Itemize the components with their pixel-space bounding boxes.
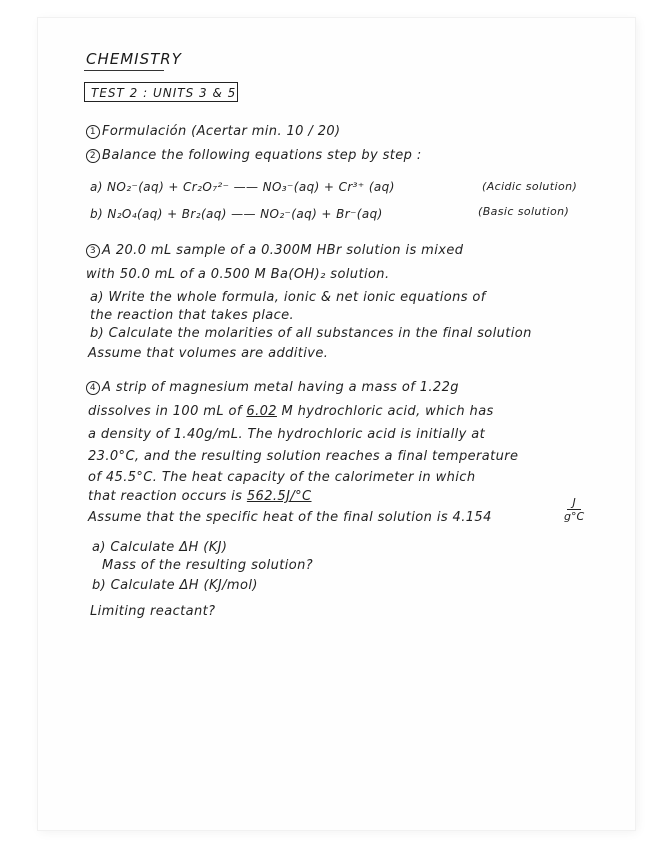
question-4b: b) Calculate ΔH (KJ/mol) xyxy=(92,578,258,593)
question-4-line-3: a density of 1.40g/mL. The hydrochloric acid is initially at xyxy=(88,427,486,442)
question-3-line-2: with 50.0 mL of a 0.500 M Ba(OH)₂ solution. xyxy=(86,267,390,282)
question-number-4: 4 xyxy=(86,381,100,395)
question-4-line-6 xyxy=(88,489,312,504)
question-1 xyxy=(86,124,341,139)
question-3-text: A 20.0 mL sample of a 0.300M HBr solution is mixed xyxy=(102,243,464,258)
title-underline xyxy=(84,70,164,71)
equation-b: b) N₂O₄(aq) + Br₂(aq) —— NO₂⁻(aq) + Br⁻(aq) xyxy=(90,207,383,221)
question-2-text: Balance the following equations step by step : xyxy=(102,148,422,163)
question-3-line-1 xyxy=(86,243,463,258)
question-4-line-2-start: dissolves in 100 mL of xyxy=(88,404,247,419)
question-4-line-7: Assume that the specific heat of the final solution is 4.154 xyxy=(88,510,492,525)
question-4-line-2-end: M hydrochloric acid, which has xyxy=(276,404,494,419)
question-1-text: Formulación (Acertar min. 10 / 20) xyxy=(102,124,341,139)
question-3-line-6: Assume that volumes are additive. xyxy=(88,346,329,361)
equation-a: a) NO₂⁻(aq) + Cr₂O₇²⁻ —— NO₃⁻(aq) + Cr³⁺ (aq) xyxy=(90,180,395,194)
question-4c: Limiting reactant? xyxy=(90,604,216,619)
equation-a-note: (Acidic solution) xyxy=(482,180,578,193)
question-4-text: A strip of magnesium metal having a mass of 1.22g xyxy=(102,380,459,395)
question-4-line-2 xyxy=(88,404,494,419)
question-4-line-6-start: that reaction occurs is xyxy=(88,489,247,504)
question-3-line-4: the reaction that takes place. xyxy=(90,308,295,323)
question-4-line-5: of 45.5°C. The heat capacity of the calorimeter in which xyxy=(88,470,476,485)
specific-heat-unit xyxy=(564,497,584,522)
question-4-line-1 xyxy=(86,380,459,395)
question-number-1: 1 xyxy=(86,125,100,139)
acid-molarity-value: 6.02 xyxy=(246,404,277,419)
unit-numerator: J xyxy=(572,496,576,509)
question-4-line-4: 23.0°C, and the resulting solution reaches a final temperature xyxy=(88,449,519,464)
question-4a-sub: Mass of the resulting solution? xyxy=(102,558,314,573)
unit-denominator: g°C xyxy=(564,510,585,523)
question-2 xyxy=(86,148,422,163)
question-3-line-3: a) Write the whole formula, ionic & net ionic equations of xyxy=(90,290,486,305)
question-3-line-5: b) Calculate the molarities of all substances in the final solution xyxy=(90,326,532,341)
question-4a: a) Calculate ΔH (KJ) xyxy=(92,540,228,555)
question-number-3: 3 xyxy=(86,244,100,258)
test-label-box: TEST 2 : UNITS 3 & 5 xyxy=(84,82,238,102)
page-title: CHEMISTRY xyxy=(86,50,182,68)
paper-sheet xyxy=(38,18,635,830)
heat-capacity-value: 562.5J/°C xyxy=(246,489,312,504)
question-number-2: 2 xyxy=(86,149,100,163)
equation-b-note: (Basic solution) xyxy=(478,205,570,218)
